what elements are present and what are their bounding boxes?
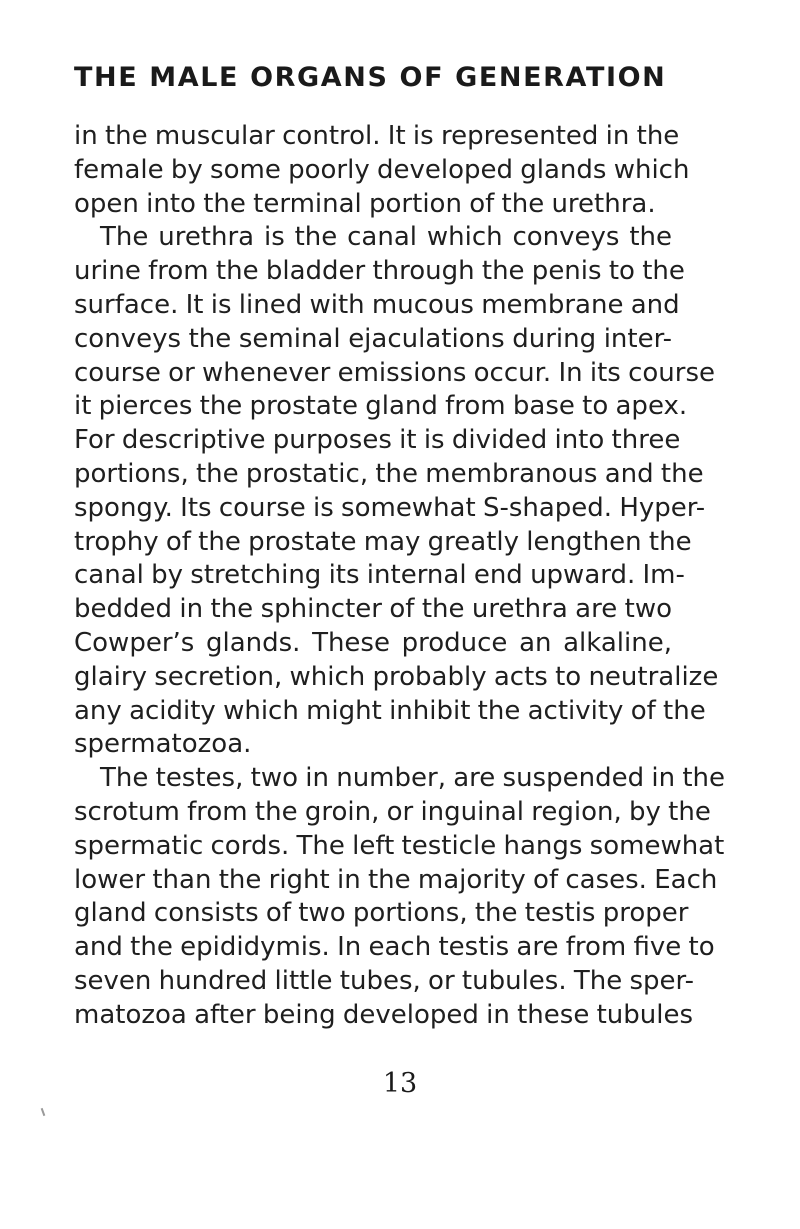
text-line: course or whenever emissions occur. In its course	[74, 357, 716, 388]
text-line: matozoa after being developed in these tubules	[74, 999, 694, 1030]
text-line: lower than the right in the majority of cases. Each	[74, 864, 718, 895]
page-number: 13	[382, 1068, 418, 1099]
paper-speck	[41, 1108, 46, 1116]
text-line: female by some poorly developed glands which	[74, 154, 690, 185]
running-head: THE MALE ORGANS OF GENERATION	[74, 62, 667, 93]
text-line: conveys the seminal ejaculations during inter-	[74, 323, 672, 354]
text-line: The urethra is the canal which conveys the	[100, 222, 672, 253]
text-line: open into the terminal portion of the urethra.	[74, 188, 656, 219]
body-text	[74, 120, 725, 1033]
text-line: For descriptive purposes it is divided into three	[74, 425, 681, 456]
text-line: urine from the bladder through the penis to the	[74, 256, 685, 287]
text-line: spermatic cords. The left testicle hangs somewhat	[74, 830, 725, 861]
text-line: trophy of the prostate may greatly lengthen the	[74, 526, 692, 557]
text-line: The testes, two in number, are suspended in the	[100, 763, 725, 794]
text-line: surface. It is lined with mucous membrane and	[74, 289, 680, 320]
text-line: spermatozoa.	[74, 729, 252, 760]
page-content	[74, 58, 725, 1030]
text-line: scrotum from the groin, or inguinal region, by the	[74, 796, 711, 827]
text-line: gland consists of two portions, the testis proper	[74, 898, 689, 929]
text-line: glairy secretion, which probably acts to neutralize	[74, 661, 719, 692]
text-line: portions, the prostatic, the membranous and the	[74, 458, 704, 489]
text-line: Cowper’s glands. These produce an alkaline,	[74, 627, 672, 658]
text-line: canal by stretching its internal end upward. Im-	[74, 560, 685, 591]
text-line: bedded in the sphincter of the urethra are two	[74, 594, 672, 625]
text-line: any acidity which might inhibit the activity of the	[74, 695, 706, 726]
text-line: in the muscular control. It is represented in the	[74, 121, 680, 151]
text-line: it pierces the prostate gland from base to apex.	[74, 391, 688, 422]
text-line: seven hundred little tubes, or tubules. The sper-	[74, 965, 694, 996]
text-line: spongy. Its course is somewhat S-shaped. Hyper-	[74, 492, 706, 523]
text-line: and the epididymis. In each testis are from five to	[74, 932, 715, 963]
